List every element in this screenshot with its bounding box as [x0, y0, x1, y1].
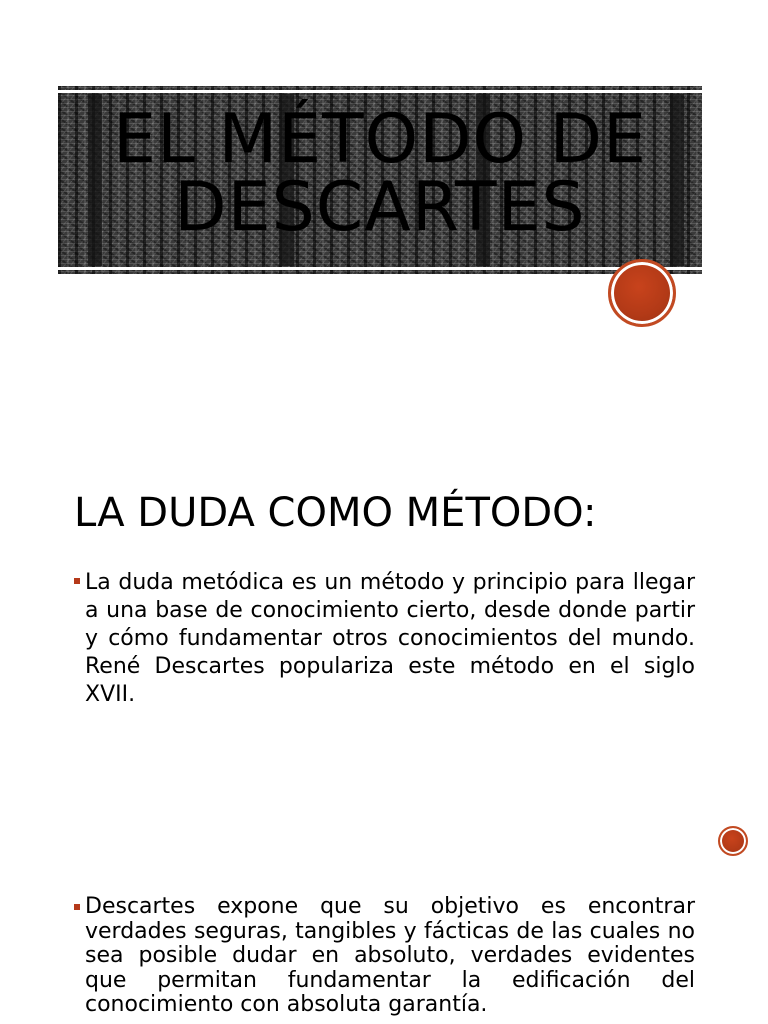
bullet-item: [74, 569, 695, 709]
banner-rule-bottom: [58, 274, 702, 276]
bullet-item: [74, 895, 695, 1018]
slide-title-line-2: DESCARTES: [174, 168, 586, 247]
banner-rule-top: [58, 84, 702, 86]
bullet-text: Descartes expone que su objetivo es encontrar verdades seguras, tangibles y fácticas de las cuales no sea posible dudar en absoluto, verdades evidentes que permitan fundamentar la edificación del conocimiento con absoluta garantía.: [85, 894, 695, 1017]
square-bullet-icon: [74, 578, 80, 584]
section-heading: LA DUDA COMO MÉTODO:: [74, 490, 597, 536]
decorative-circle-icon: [718, 826, 748, 856]
banner-rule-bottom: [58, 267, 702, 270]
slide-title-line-1: EL MÉTODO DE: [113, 100, 647, 179]
bullet-text: La duda metódica es un método y principio para llegar a una base de conocimiento cierto, desde donde partir y cómo fundamentar otros conocimientos del mundo. René Descartes populariza este método en el siglo XVII.: [85, 570, 695, 707]
decorative-circle-icon: [608, 259, 676, 327]
title-banner: [58, 84, 702, 276]
square-bullet-icon: [74, 904, 80, 910]
slide-title: [58, 100, 702, 247]
banner-rule-top: [58, 90, 702, 93]
